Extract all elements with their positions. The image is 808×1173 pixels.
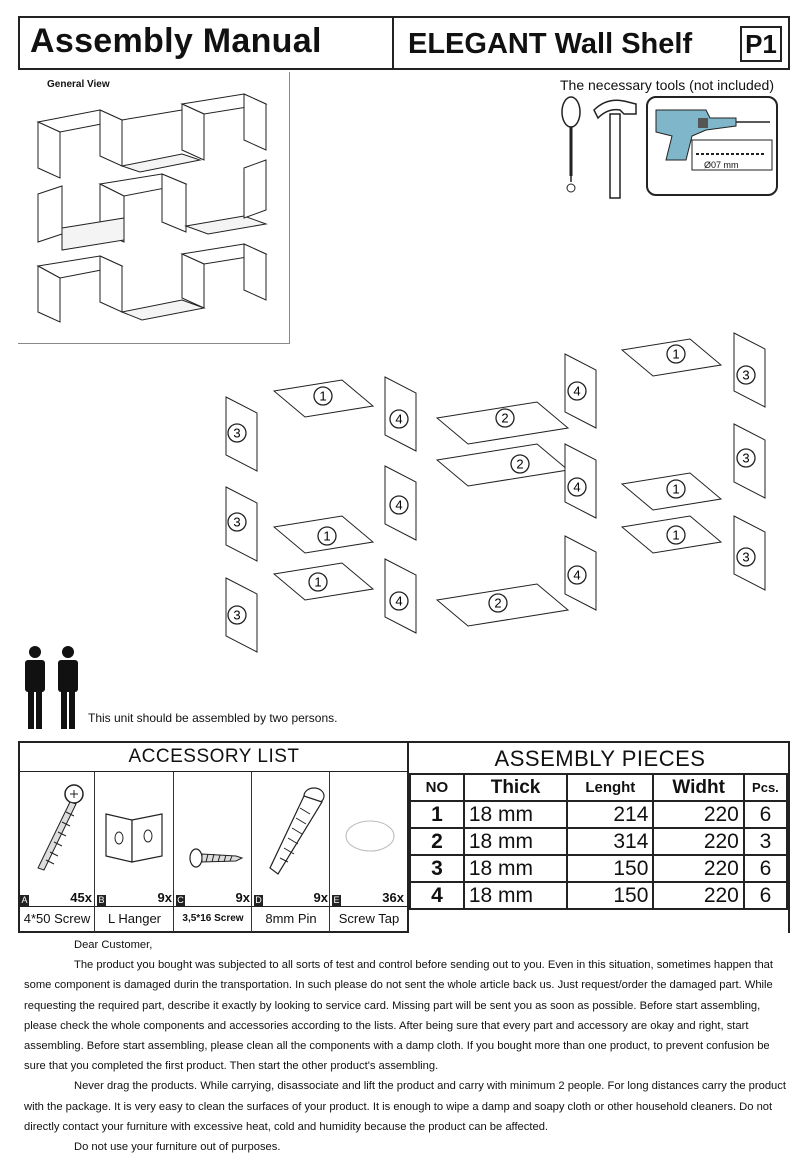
row-pcs: 6: [744, 882, 787, 909]
table-header-row: [410, 774, 787, 801]
row-width: 220: [653, 855, 743, 882]
accessory-tag-c: C: [177, 895, 184, 905]
part-label: 1: [314, 574, 322, 590]
part-label: 2: [516, 456, 524, 472]
part-label: 1: [323, 528, 331, 544]
part-label: 4: [573, 479, 581, 495]
accessory-count-a: 45x: [70, 890, 92, 905]
row-width: 220: [653, 801, 743, 828]
two-persons-note: This unit should be assembled by two persons.: [88, 711, 338, 725]
accessory-list-title: ACCESSORY LIST: [128, 746, 300, 767]
page-number: P1: [740, 26, 782, 62]
row-length: 314: [567, 828, 653, 855]
screw-4x50-icon: [30, 782, 90, 892]
header-pcs: Pcs.: [744, 774, 787, 801]
header-width: Widht: [653, 774, 743, 801]
row-length: 214: [567, 801, 653, 828]
part-label: 3: [742, 367, 750, 383]
notice-paragraph: Never drag the products. While carrying, disassociate and lift the product and carry with minimum 2 people. For long distances carry the product with the package. It is very easy to clean the surfaces of your product. It is enough to wipe a damp and soapy cloth or other household cleaners. Do not directly contact your furniture with excessive heat, cold and humidity because the product can be affected.: [24, 1080, 786, 1133]
row-pcs: 6: [744, 855, 787, 882]
assembly-pieces-title: ASSEMBLY PIECES: [494, 746, 706, 771]
accessory-tag-b: B: [98, 895, 105, 905]
accessory-tag-e: E: [333, 895, 340, 905]
part-label: 1: [672, 346, 680, 362]
table-row: [410, 882, 787, 909]
row-thick: 18 mm: [464, 828, 567, 855]
row-pcs: 6: [744, 801, 787, 828]
part-label: 3: [742, 549, 750, 565]
drill-bit-size: Ø07 mm: [704, 160, 739, 170]
accessory-count-e: 36x: [382, 890, 404, 905]
accessory-tag-a: A: [21, 895, 28, 905]
notice-paragraph: The product you bought was subjected to all sorts of test and control before sending out to you. Even in this situation, sometimes happen that some component is damaged durin the transportation. In such please do not sent the whole article back us. Just request/order the damaged part. While requesting the required part, describe it exactly by looking to service card. Missing part will be sent you as soon as possible. Before start assembling, please check the whole components and accessories according to the lists. After being sure that every part and accessory are okay and right, start assembling. Before start assembling, please clean all the components with a damp cloth. If you bought more than one product, to prevent confusion be sure that you completed the first product. Then start the other product's assembling.: [24, 959, 774, 1073]
row-length: 150: [567, 855, 653, 882]
page-title: Assembly Manual: [30, 22, 322, 60]
row-width: 220: [653, 882, 743, 909]
part-label: 3: [233, 514, 241, 530]
part-label: 4: [573, 567, 581, 583]
screw-tap-icon: [342, 818, 398, 858]
part-label: 2: [501, 410, 509, 426]
part-label: 2: [494, 595, 502, 611]
row-no: 4: [410, 882, 464, 909]
part-label: 4: [395, 593, 403, 609]
accessory-count-c: 9x: [235, 890, 250, 905]
customer-notice: [24, 935, 786, 1157]
part-label: 1: [672, 527, 680, 543]
screw-3.5x16-icon: [186, 846, 246, 876]
part-label: 4: [573, 383, 581, 399]
l-hanger-icon: [102, 810, 168, 870]
row-length: 150: [567, 882, 653, 909]
header-length: Lenght: [567, 774, 653, 801]
accessory-tag-d: D: [255, 895, 262, 905]
row-no: 3: [410, 855, 464, 882]
table-row: [410, 828, 787, 855]
row-thick: 18 mm: [464, 855, 567, 882]
notice-greeting: Dear Customer,: [74, 939, 153, 951]
accessory-count-d: 9x: [313, 890, 328, 905]
table-row: [410, 801, 787, 828]
accessory-name-a: 4*50 Screw: [23, 911, 91, 926]
part-label: 3: [742, 450, 750, 466]
general-view-label: General View: [47, 79, 110, 90]
part-label: 1: [319, 388, 327, 404]
part-label: 3: [233, 425, 241, 441]
product-name: ELEGANT Wall Shelf: [408, 28, 693, 60]
two-persons-icon: [22, 645, 84, 731]
row-thick: 18 mm: [464, 801, 567, 828]
row-width: 220: [653, 828, 743, 855]
row-thick: 18 mm: [464, 882, 567, 909]
pin-8mm-icon: [256, 782, 330, 886]
part-label: 3: [233, 607, 241, 623]
header-thick: Thick: [464, 774, 567, 801]
tools-label: The necessary tools (not included): [560, 77, 774, 93]
table-row: [410, 855, 787, 882]
accessory-name-d: 8mm Pin: [265, 911, 317, 926]
part-label: 4: [395, 411, 403, 427]
accessory-count-b: 9x: [157, 890, 172, 905]
assembly-pieces-table: [409, 773, 788, 910]
accessory-name-b: L Hanger: [108, 911, 161, 926]
header-no: NO: [410, 774, 464, 801]
row-pcs: 3: [744, 828, 787, 855]
accessory-name-c: 3,5*16 Screw: [182, 913, 244, 924]
notice-paragraph: Do not use your furniture out of purposes.: [74, 1141, 281, 1154]
accessory-name-e: Screw Tap: [338, 911, 400, 926]
row-no: 2: [410, 828, 464, 855]
part-label: 4: [395, 497, 403, 513]
row-no: 1: [410, 801, 464, 828]
part-label: 1: [672, 481, 680, 497]
